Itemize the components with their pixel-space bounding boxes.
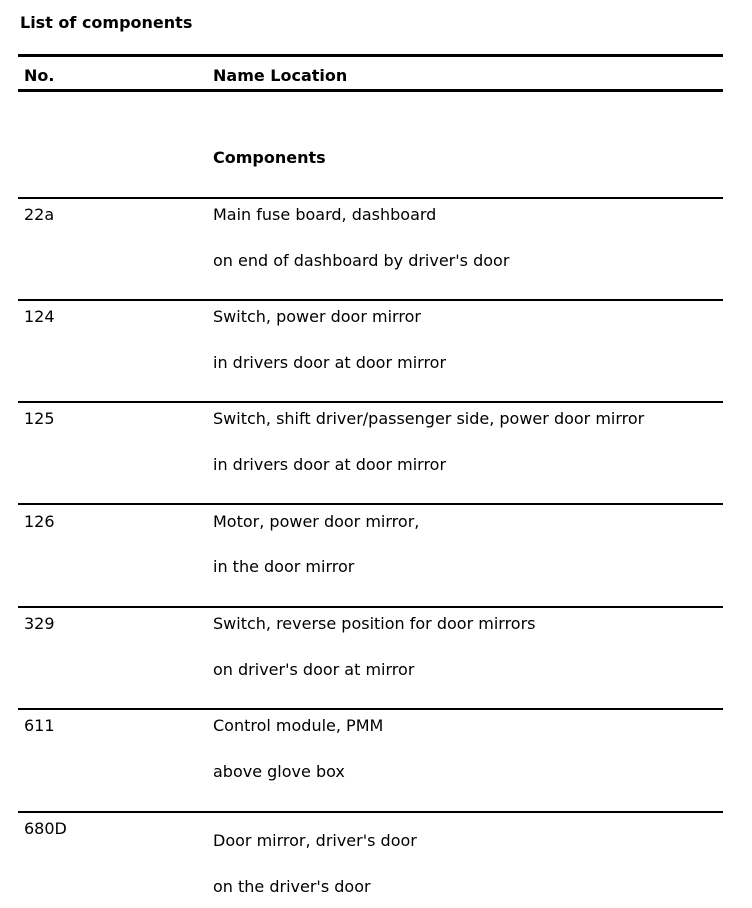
- component-location: on the driver's door: [213, 877, 371, 896]
- component-number: 126: [24, 512, 55, 531]
- column-header-no: No.: [24, 66, 55, 85]
- component-location: on driver's door at mirror: [213, 660, 415, 679]
- component-number: 125: [24, 409, 55, 428]
- table-top-rule: [18, 54, 723, 57]
- row-divider: [18, 606, 723, 608]
- row-divider: [18, 299, 723, 301]
- row-divider: [18, 708, 723, 710]
- row-divider: [18, 197, 723, 199]
- component-number: 124: [24, 307, 55, 326]
- component-name: Control module, PMM: [213, 716, 384, 735]
- component-name: Switch, reverse position for door mirrors: [213, 614, 536, 633]
- component-number: 329: [24, 614, 55, 633]
- header-bottom-rule: [18, 89, 723, 92]
- column-header-name-location: Name Location: [213, 66, 348, 85]
- row-divider: [18, 503, 723, 505]
- section-heading: Components: [213, 148, 326, 167]
- component-location: on end of dashboard by driver's door: [213, 251, 510, 270]
- component-number: 22a: [24, 205, 55, 224]
- component-name: Main fuse board, dashboard: [213, 205, 437, 224]
- row-divider: [18, 401, 723, 403]
- component-name: Switch, power door mirror: [213, 307, 421, 326]
- component-number: 611: [24, 716, 55, 735]
- component-location: above glove box: [213, 762, 345, 781]
- component-name: Switch, shift driver/passenger side, power door mirror: [213, 409, 645, 428]
- component-name: Motor, power door mirror,: [213, 512, 420, 531]
- page-title: List of components: [20, 13, 193, 32]
- component-location: in drivers door at door mirror: [213, 455, 447, 474]
- component-number: 680D: [24, 819, 67, 838]
- component-name: Door mirror, driver's door: [213, 831, 417, 850]
- component-location: in the door mirror: [213, 557, 355, 576]
- row-divider: [18, 811, 723, 813]
- component-location: in drivers door at door mirror: [213, 353, 447, 372]
